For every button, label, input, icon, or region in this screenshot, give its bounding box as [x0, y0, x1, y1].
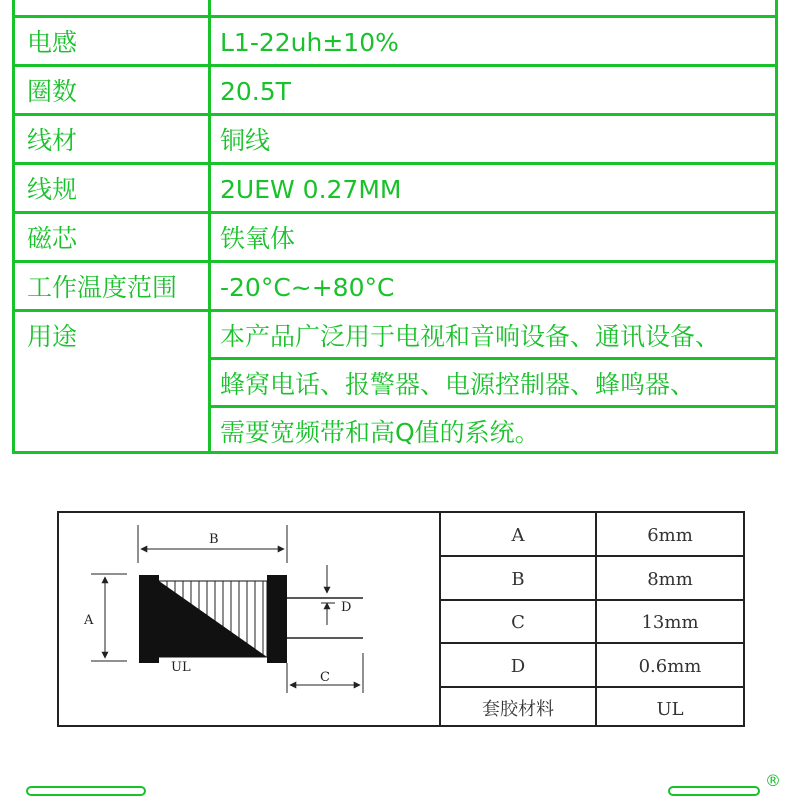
- row-label: 圈数: [27, 77, 78, 106]
- material-label-ul: UL: [171, 660, 191, 675]
- dim-name-a: A: [511, 525, 525, 546]
- table-row-wire: [15, 113, 775, 162]
- left-flange: [139, 575, 159, 663]
- dim-label-a: A: [84, 613, 94, 628]
- decorative-bar-right: [668, 786, 760, 796]
- dim-value-d: 0.6mm: [638, 656, 702, 677]
- row-value: 2UEW 0.27MM: [220, 175, 402, 204]
- usage-line: 本产品广泛用于电视和音响设备、通讯设备、: [220, 322, 721, 351]
- dim-name-b: B: [511, 569, 525, 590]
- dim-label-d: D: [341, 600, 352, 615]
- dim-name-sleeve-material: 套胶材料: [482, 699, 554, 720]
- row-label: 用途: [27, 322, 78, 351]
- table-row-inductance: [15, 15, 775, 64]
- dimension-panel: [57, 511, 745, 727]
- dim-value-sleeve-material: UL: [656, 699, 684, 720]
- dim-label-c: C: [320, 670, 330, 685]
- registered-mark: ®: [765, 771, 781, 790]
- dim-value-a: 6mm: [647, 525, 693, 546]
- decorative-bar-left: [26, 786, 146, 796]
- inductor-dimension-diagram: [59, 513, 439, 725]
- row-value: L1-22uh±10%: [220, 28, 399, 57]
- row-value: 铜线: [220, 126, 271, 155]
- row-divider: [439, 686, 743, 688]
- row-divider: [439, 555, 743, 557]
- table-row-core: [15, 211, 775, 260]
- dim-name-d: D: [510, 656, 526, 677]
- row-divider: [439, 599, 743, 601]
- row-divider: [439, 642, 743, 644]
- usage-divider: [211, 357, 775, 360]
- table-row-usage: [15, 309, 775, 454]
- usage-line: 需要宽频带和高Q值的系统。: [220, 418, 540, 447]
- table-row-gauge: [15, 162, 775, 211]
- usage-divider: [211, 405, 775, 408]
- table-row-turns: [15, 64, 775, 113]
- usage-line: 蜂窝电话、报警器、电源控制器、蜂鸣器、: [220, 370, 696, 399]
- row-label: 磁芯: [27, 224, 78, 253]
- row-label: 线规: [27, 175, 78, 204]
- row-label: 线材: [27, 126, 78, 155]
- row-value: 20.5T: [220, 77, 291, 106]
- dim-value-b: 8mm: [647, 569, 693, 590]
- right-flange: [267, 575, 287, 663]
- dim-name-c: C: [511, 612, 525, 633]
- row-value: 铁氧体: [220, 224, 296, 253]
- spec-table: [12, 0, 778, 454]
- row-label: 工作温度范围: [27, 273, 178, 302]
- dim-value-c: 13mm: [641, 612, 699, 633]
- dim-label-b: B: [209, 532, 219, 547]
- row-label: 电感: [27, 28, 78, 57]
- row-value: -20°C~+80°C: [220, 273, 395, 302]
- table-row-temperature: [15, 260, 775, 309]
